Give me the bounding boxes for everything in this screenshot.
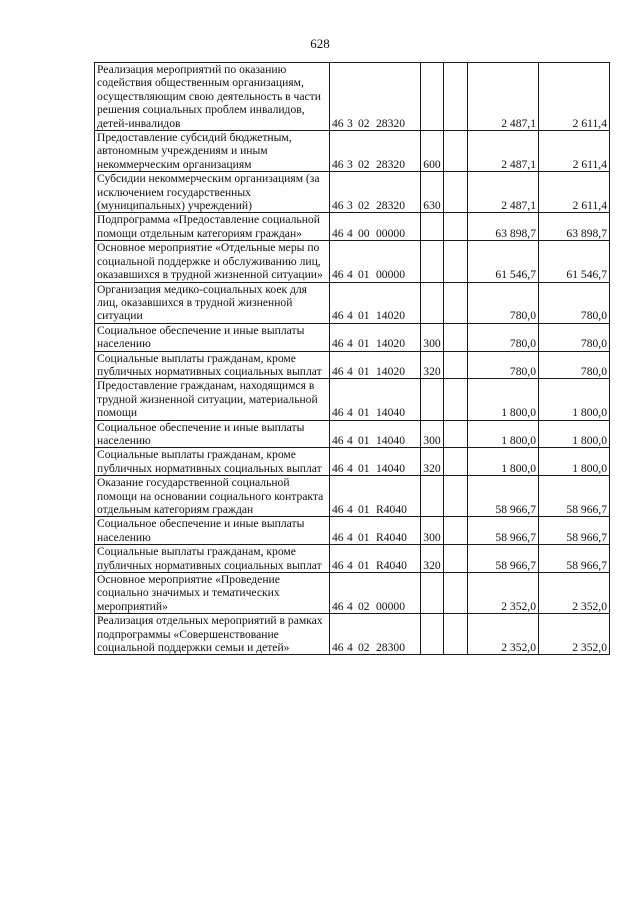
code-segment: 14020 bbox=[376, 309, 405, 323]
row-amount-1-cell: 780,0 bbox=[468, 323, 539, 351]
row-amount-2-cell: 58 966,7 bbox=[539, 517, 610, 545]
code-segment: 01 bbox=[358, 268, 370, 282]
code-segment: 02 bbox=[358, 599, 370, 613]
row-empty-cell bbox=[444, 63, 468, 131]
table-row bbox=[95, 614, 610, 655]
row-code-cell bbox=[330, 614, 421, 655]
row-amount-2-cell: 1 800,0 bbox=[539, 420, 610, 448]
code-segment: R4040 bbox=[376, 530, 407, 544]
table-row bbox=[95, 131, 610, 172]
row-name-cell: Социальное обеспечение и иные выплаты населению bbox=[95, 517, 330, 545]
row-amount-1-cell: 58 966,7 bbox=[468, 517, 539, 545]
row-code-cell bbox=[330, 573, 421, 614]
row-amount-2-cell: 780,0 bbox=[539, 351, 610, 379]
row-empty-cell bbox=[444, 323, 468, 351]
row-name-cell: Социальное обеспечение и иные выплаты населению bbox=[95, 323, 330, 351]
row-name-cell: Основное мероприятие «Проведение социально значимых и тематических мероприятий» bbox=[95, 573, 330, 614]
row-expense-type-cell bbox=[421, 614, 444, 655]
code-segment: 46 bbox=[332, 503, 344, 516]
row-expense-type-cell bbox=[421, 573, 444, 614]
row-code-cell bbox=[330, 476, 421, 517]
row-amount-2-cell: 1 800,0 bbox=[539, 379, 610, 420]
row-expense-type-cell: 320 bbox=[421, 351, 444, 379]
row-code-cell bbox=[330, 131, 421, 172]
row-code-cell bbox=[330, 213, 421, 241]
row-code-cell bbox=[330, 448, 421, 476]
code-segment: 14040 bbox=[376, 406, 405, 420]
code-segment: 02 bbox=[358, 157, 370, 171]
row-amount-1-cell: 2 487,1 bbox=[468, 63, 539, 131]
code-segment: 46 bbox=[332, 558, 344, 572]
row-name-cell: Реализация мероприятий по оказанию содействия общественным организациям, осуществляющим свою деятельность в части решения социальных проблем инвалидов, детей-инвалидов bbox=[95, 63, 330, 131]
row-amount-2-cell: 58 966,7 bbox=[539, 545, 610, 573]
row-empty-cell bbox=[444, 476, 468, 517]
table-row bbox=[95, 323, 610, 351]
code-segment: 46 bbox=[332, 116, 344, 130]
row-code-cell bbox=[330, 241, 421, 282]
row-amount-2-cell: 63 898,7 bbox=[539, 213, 610, 241]
code-segment: 28320 bbox=[376, 199, 405, 213]
row-name-cell: Социальные выплаты гражданам, кроме публичных нормативных социальных выплат bbox=[95, 448, 330, 476]
code-segment: 4 bbox=[347, 226, 353, 240]
row-empty-cell bbox=[444, 517, 468, 545]
code-segment: 14020 bbox=[376, 364, 405, 378]
code-segment: 14040 bbox=[376, 461, 405, 475]
code-segment: 01 bbox=[358, 558, 370, 572]
code-segment: 00000 bbox=[376, 268, 405, 282]
table-row bbox=[95, 282, 610, 323]
row-amount-1-cell: 780,0 bbox=[468, 351, 539, 379]
budget-table-body bbox=[95, 63, 610, 655]
row-empty-cell bbox=[444, 213, 468, 241]
table-row bbox=[95, 545, 610, 573]
code-segment: 01 bbox=[358, 364, 370, 378]
code-segment: 01 bbox=[358, 461, 370, 475]
row-amount-2-cell: 780,0 bbox=[539, 282, 610, 323]
row-amount-1-cell: 58 966,7 bbox=[468, 476, 539, 517]
table-row bbox=[95, 448, 610, 476]
code-segment: 14040 bbox=[376, 433, 405, 447]
row-amount-2-cell: 2 352,0 bbox=[539, 614, 610, 655]
row-empty-cell bbox=[444, 351, 468, 379]
row-expense-type-cell: 320 bbox=[421, 448, 444, 476]
row-name-cell: Организация медико-социальных коек для лиц, оказавшихся в трудной жизненной ситуации bbox=[95, 282, 330, 323]
code-segment: 4 bbox=[347, 530, 353, 544]
row-empty-cell bbox=[444, 573, 468, 614]
code-segment: R4040 bbox=[376, 503, 407, 516]
row-amount-2-cell: 61 546,7 bbox=[539, 241, 610, 282]
budget-table bbox=[94, 62, 610, 655]
code-segment: 4 bbox=[347, 337, 353, 351]
row-code-cell bbox=[330, 351, 421, 379]
code-segment: 3 bbox=[347, 157, 353, 171]
table-row bbox=[95, 573, 610, 614]
code-segment: 46 bbox=[332, 641, 344, 655]
row-empty-cell bbox=[444, 172, 468, 213]
row-amount-1-cell: 2 487,1 bbox=[468, 131, 539, 172]
row-amount-1-cell: 2 487,1 bbox=[468, 172, 539, 213]
row-amount-1-cell: 2 352,0 bbox=[468, 573, 539, 614]
row-expense-type-cell bbox=[421, 241, 444, 282]
code-segment: 14020 bbox=[376, 337, 405, 351]
table-row bbox=[95, 420, 610, 448]
row-expense-type-cell: 600 bbox=[421, 131, 444, 172]
row-name-cell: Социальные выплаты гражданам, кроме публичных нормативных социальных выплат bbox=[95, 545, 330, 573]
row-name-cell: Субсидии некоммерческим организациям (за исключением государственных (муниципальных) учреждений) bbox=[95, 172, 330, 213]
row-amount-1-cell: 58 966,7 bbox=[468, 545, 539, 573]
row-name-cell: Предоставление субсидий бюджетным, автономным учреждениям и иным некоммерческим организациям bbox=[95, 131, 330, 172]
row-empty-cell bbox=[444, 448, 468, 476]
row-code-cell bbox=[330, 420, 421, 448]
code-segment: 00000 bbox=[376, 599, 405, 613]
row-expense-type-cell bbox=[421, 476, 444, 517]
row-code-cell bbox=[330, 63, 421, 131]
row-expense-type-cell: 320 bbox=[421, 545, 444, 573]
code-segment: 4 bbox=[347, 364, 353, 378]
row-code-cell bbox=[330, 517, 421, 545]
row-expense-type-cell: 300 bbox=[421, 517, 444, 545]
code-segment: 28320 bbox=[376, 157, 405, 171]
code-segment: 01 bbox=[358, 309, 370, 323]
row-empty-cell bbox=[444, 614, 468, 655]
row-empty-cell bbox=[444, 241, 468, 282]
row-amount-2-cell: 780,0 bbox=[539, 323, 610, 351]
row-amount-1-cell: 1 800,0 bbox=[468, 379, 539, 420]
row-amount-1-cell: 63 898,7 bbox=[468, 213, 539, 241]
code-segment: 00000 bbox=[376, 226, 405, 240]
row-amount-1-cell: 1 800,0 bbox=[468, 420, 539, 448]
code-segment: 4 bbox=[347, 309, 353, 323]
row-empty-cell bbox=[444, 282, 468, 323]
code-segment: 02 bbox=[358, 641, 370, 655]
row-expense-type-cell bbox=[421, 282, 444, 323]
code-segment: 4 bbox=[347, 558, 353, 572]
row-amount-1-cell: 1 800,0 bbox=[468, 448, 539, 476]
table-row bbox=[95, 213, 610, 241]
table-row bbox=[95, 379, 610, 420]
code-segment: 46 bbox=[332, 268, 344, 282]
row-expense-type-cell bbox=[421, 379, 444, 420]
code-segment: 46 bbox=[332, 599, 344, 613]
row-name-cell: Подпрограмма «Предоставление социальной помощи отдельным категориям граждан» bbox=[95, 213, 330, 241]
code-segment: R4040 bbox=[376, 558, 407, 572]
row-amount-2-cell: 58 966,7 bbox=[539, 476, 610, 517]
row-expense-type-cell: 300 bbox=[421, 323, 444, 351]
code-segment: 46 bbox=[332, 337, 344, 351]
code-segment: 46 bbox=[332, 199, 344, 213]
code-segment: 02 bbox=[358, 199, 370, 213]
row-amount-2-cell: 1 800,0 bbox=[539, 448, 610, 476]
code-segment: 01 bbox=[358, 406, 370, 420]
code-segment: 4 bbox=[347, 599, 353, 613]
code-segment: 4 bbox=[347, 503, 353, 516]
row-name-cell: Предоставление гражданам, находящимся в трудной жизненной ситуации, материальной помощи bbox=[95, 379, 330, 420]
row-code-cell bbox=[330, 323, 421, 351]
code-segment: 4 bbox=[347, 641, 353, 655]
row-code-cell bbox=[330, 282, 421, 323]
row-empty-cell bbox=[444, 420, 468, 448]
table-row bbox=[95, 241, 610, 282]
row-name-cell: Основное мероприятие «Отдельные меры по социальной поддержке и обслуживанию лиц, оказавшихся в трудной жизненной ситуации» bbox=[95, 241, 330, 282]
row-amount-1-cell: 2 352,0 bbox=[468, 614, 539, 655]
code-segment: 01 bbox=[358, 337, 370, 351]
code-segment: 01 bbox=[358, 433, 370, 447]
row-amount-1-cell: 780,0 bbox=[468, 282, 539, 323]
table-row bbox=[95, 63, 610, 131]
code-segment: 02 bbox=[358, 116, 370, 130]
code-segment: 46 bbox=[332, 309, 344, 323]
row-expense-type-cell: 300 bbox=[421, 420, 444, 448]
page-number: 628 bbox=[310, 36, 330, 51]
code-segment: 4 bbox=[347, 268, 353, 282]
row-amount-2-cell: 2 611,4 bbox=[539, 131, 610, 172]
code-segment: 4 bbox=[347, 406, 353, 420]
code-segment: 3 bbox=[347, 199, 353, 213]
table-row bbox=[95, 476, 610, 517]
code-segment: 00 bbox=[358, 226, 370, 240]
row-name-cell: Социальные выплаты гражданам, кроме публичных нормативных социальных выплат bbox=[95, 351, 330, 379]
row-code-cell bbox=[330, 172, 421, 213]
table-row bbox=[95, 517, 610, 545]
row-empty-cell bbox=[444, 545, 468, 573]
row-amount-2-cell: 2 611,4 bbox=[539, 172, 610, 213]
row-expense-type-cell bbox=[421, 63, 444, 131]
row-name-cell: Реализация отдельных мероприятий в рамках подпрограммы «Совершенствование социальной поддержки семьи и детей» bbox=[95, 614, 330, 655]
row-amount-2-cell: 2 352,0 bbox=[539, 573, 610, 614]
code-segment: 46 bbox=[332, 530, 344, 544]
row-name-cell: Оказание государственной социальной помощи на основании социального контракта отдельным категориям граждан bbox=[95, 476, 330, 517]
code-segment: 01 bbox=[358, 503, 370, 516]
row-expense-type-cell bbox=[421, 213, 444, 241]
code-segment: 46 bbox=[332, 406, 344, 420]
code-segment: 46 bbox=[332, 433, 344, 447]
row-code-cell bbox=[330, 545, 421, 573]
table-row bbox=[95, 351, 610, 379]
code-segment: 28300 bbox=[376, 641, 405, 655]
code-segment: 28320 bbox=[376, 116, 405, 130]
code-segment: 4 bbox=[347, 461, 353, 475]
code-segment: 46 bbox=[332, 364, 344, 378]
code-segment: 3 bbox=[347, 116, 353, 130]
row-amount-1-cell: 61 546,7 bbox=[468, 241, 539, 282]
table-row bbox=[95, 172, 610, 213]
code-segment: 01 bbox=[358, 530, 370, 544]
code-segment: 4 bbox=[347, 433, 353, 447]
code-segment: 46 bbox=[332, 157, 344, 171]
code-segment: 46 bbox=[332, 226, 344, 240]
code-segment: 46 bbox=[332, 461, 344, 475]
row-amount-2-cell: 2 611,4 bbox=[539, 63, 610, 131]
row-empty-cell bbox=[444, 379, 468, 420]
row-expense-type-cell: 630 bbox=[421, 172, 444, 213]
row-name-cell: Социальное обеспечение и иные выплаты населению bbox=[95, 420, 330, 448]
row-code-cell bbox=[330, 379, 421, 420]
row-empty-cell bbox=[444, 131, 468, 172]
